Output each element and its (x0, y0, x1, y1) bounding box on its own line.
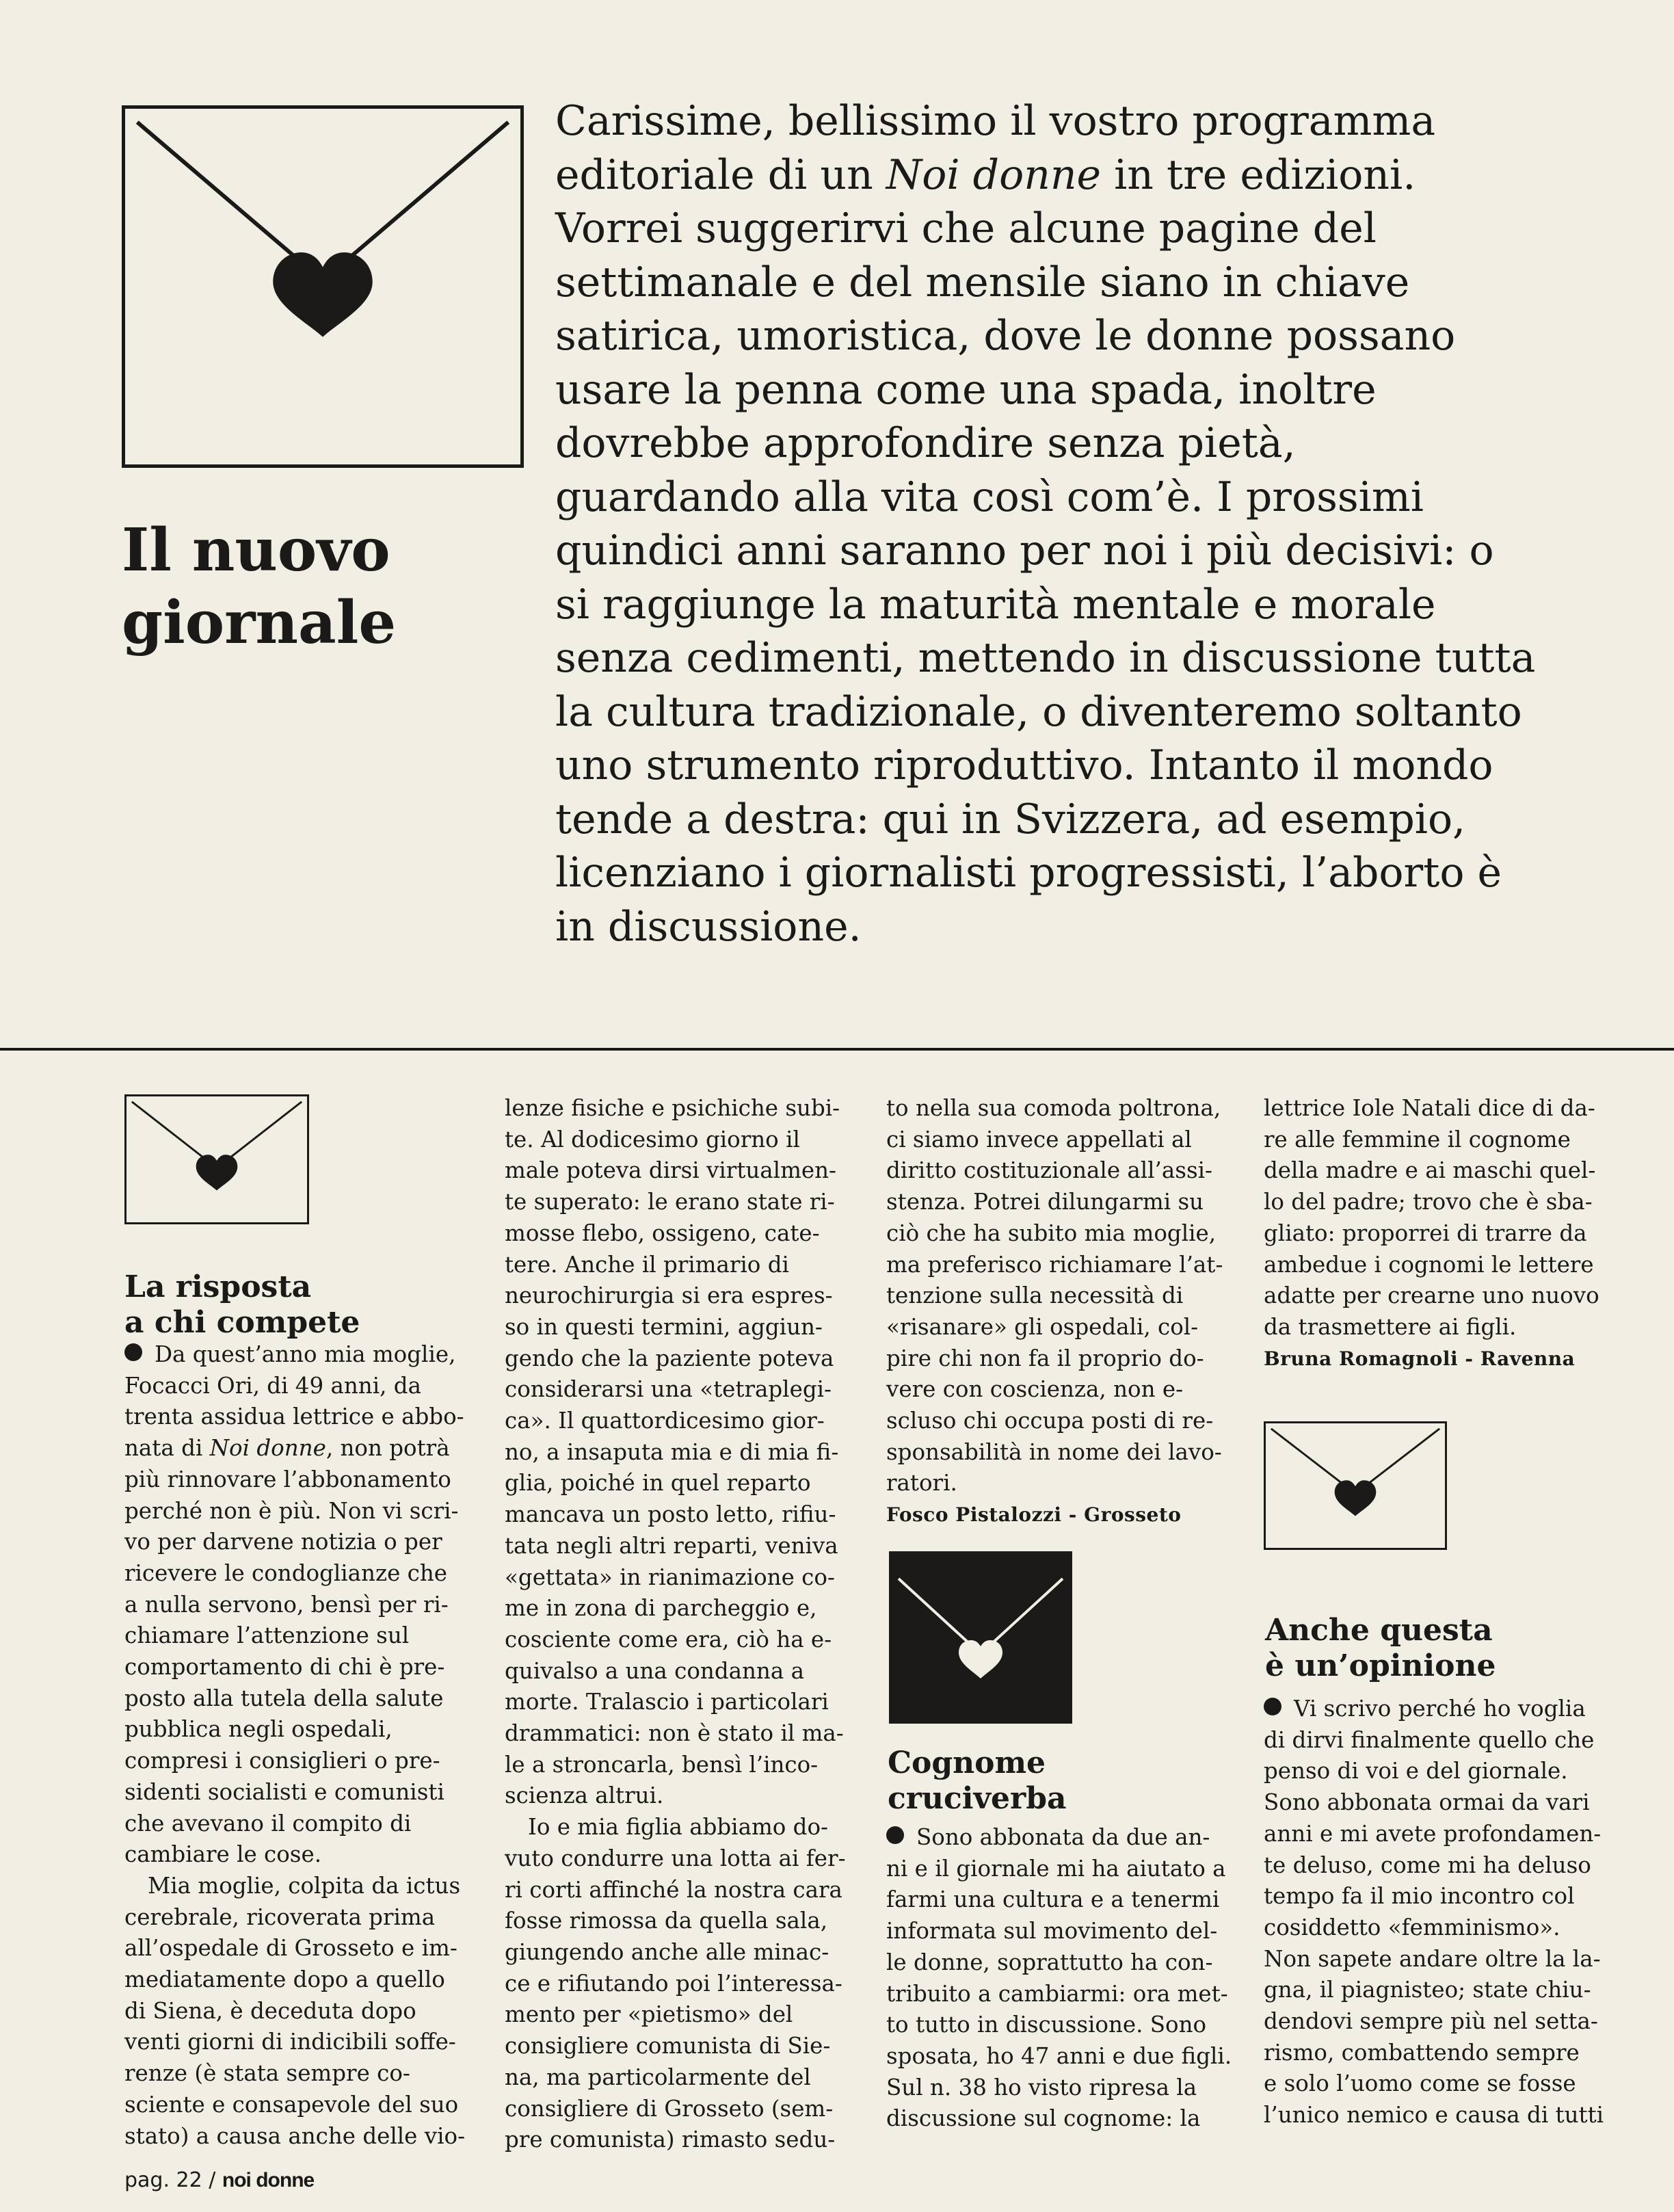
text-line: giungendo anche alle minac- (505, 1938, 829, 1965)
text-line: ci siamo invece appellati al (886, 1126, 1192, 1153)
text-line: licenziano i giornalisti progressisti, l’aborto è (555, 849, 1502, 897)
text-line: mento per «pietismo» del (505, 2001, 793, 2028)
lead-letter (555, 94, 1649, 953)
letter-title-line: cruciverba (888, 1781, 1067, 1816)
text-line: scienza altrui. (505, 1782, 664, 1809)
text-line: da trasmettere ai figli. (1264, 1313, 1517, 1340)
text-line: satirica, umoristica, dove le donne possano (555, 312, 1456, 360)
letter-body (505, 1093, 860, 2156)
text-line: perché non è più. Non vi scri- (124, 1497, 459, 1524)
text-line: rismo, combattendo sempre (1264, 2039, 1580, 2066)
text-line: Carissime, bellissimo il vostro programma (555, 97, 1436, 145)
text-line: pubblica negli ospedali, (124, 1716, 393, 1743)
text-line: glia, poiché in quel reparto (505, 1470, 811, 1497)
text-line: di dirvi finalmente quello che (1264, 1726, 1595, 1753)
text-line: tribuito a cambiarmi: ora met- (886, 1980, 1228, 2007)
text-line: adatte per crearne uno nuovo (1264, 1282, 1599, 1309)
text-line: cosciente come era, ciò ha e- (505, 1626, 832, 1653)
text-line: sidenti socialisti e comunisti (124, 1778, 444, 1805)
page-footer (124, 2168, 314, 2192)
text-line: editoriale di un Noi donne in tre edizioni. (555, 150, 1416, 199)
text-line: cerebrale, ricoverata prima (124, 1904, 436, 1930)
text-line: renze (è stata sempre co- (124, 2060, 410, 2087)
text-line: tende a destra: qui in Svizzera, ad esempio, (555, 795, 1466, 843)
text-line: usare la penna come una spada, inoltre (555, 365, 1377, 414)
text-line: consigliere di Grosseto (sem- (505, 2095, 834, 2122)
letter-body-column (505, 1093, 860, 2156)
text-line: tenzione sulla necessità di (886, 1282, 1184, 1309)
text-line: te superato: le erano state ri- (505, 1189, 835, 1215)
text-line: settimanale e del mensile siano in chiave (555, 258, 1410, 306)
text-line: Mia moglie, colpita da ictus (148, 1872, 461, 1899)
text-line: stenza. Potrei dilungarmi su (886, 1189, 1204, 1215)
envelope-heart-icon (122, 105, 524, 468)
article-title-line: Il nuovo (122, 516, 390, 585)
text-line: te. Al dodicesimo giorno il (505, 1126, 800, 1153)
text-line: farmi una cultura e a tenermi (886, 1886, 1220, 1913)
text-line: quivalso a una condanna a (505, 1657, 804, 1684)
text-line: ratori. (886, 1470, 957, 1497)
magazine-brand: noi donne (222, 2169, 315, 2191)
text-line: guardando alla vita così com’è. I prossimi (555, 473, 1424, 521)
letter-signature: Fosco Pistalozzi - Grosseto (886, 1503, 1182, 1527)
text-line: ambedue i cognomi le lettere (1264, 1251, 1594, 1278)
text-line: anni e mi avete profondamen- (1264, 1820, 1602, 1847)
text-line: lo del padre; trovo che è sba- (1264, 1189, 1593, 1215)
text-line: lenze fisiche e psichiche subi- (505, 1095, 840, 1121)
envelope-heart-icon (889, 1551, 1072, 1724)
letter-body-column (886, 1093, 1242, 1531)
text-line: na, ma particolarmente del (505, 2064, 811, 2090)
letter-title (124, 1269, 360, 1341)
text-line: Vorrei suggerirvi che alcune pagine del (555, 205, 1377, 252)
text-line: vo per darvene notizia o per (124, 1529, 442, 1555)
text-line: tere. Anche il primario di (505, 1251, 789, 1278)
envelope-heart-icon (124, 1094, 309, 1224)
text-line: neurochirurgia si era espres- (505, 1282, 833, 1309)
text-line: tempo fa il mio incontro col (1264, 1883, 1575, 1910)
text-line: stato) a causa anche delle vio- (124, 2122, 466, 2149)
text-line: gna, il piagnisteo; state chiu- (1264, 1977, 1591, 2003)
text-line: nata di Noi donne, non potrà (124, 1435, 450, 1462)
letter-title (888, 1746, 1067, 1817)
text-line: ri corti affinché la nostra cara (505, 1876, 842, 1903)
letter-body (1264, 1694, 1619, 2131)
letter-body-column (886, 1822, 1242, 2135)
text-line: posto alla tutela della salute (124, 1685, 444, 1711)
text-line: chiamare l’attenzione sul (124, 1622, 410, 1649)
text-line: male poteva dirsi virtualmen- (505, 1157, 837, 1184)
text-line: Sono abbonata da due an- (886, 1822, 1242, 1854)
text-line: ni e il giornale mi ha aiutato a (886, 1855, 1226, 1882)
letter-body (886, 1822, 1242, 2135)
text-line: vere con coscienza, non e- (886, 1376, 1184, 1403)
envelope-heart-icon (1264, 1421, 1447, 1550)
text-line: to nella sua comoda poltrona, (886, 1095, 1221, 1121)
text-line: all’ospedale di Grosseto e im- (124, 1935, 457, 1962)
text-line: me in zona di parcheggio e, (505, 1595, 817, 1622)
text-line: Vi scrivo perché ho voglia (1264, 1694, 1619, 1725)
text-line: «risanare» gli ospedali, col- (886, 1313, 1199, 1340)
text-line: pire chi non fa il proprio do- (886, 1345, 1204, 1371)
text-line: ricevere le condoglianze che (124, 1559, 448, 1586)
text-line: cambiare le cose. (124, 1841, 322, 1868)
text-line: sposata, ho 47 anni e due figli. (886, 2042, 1232, 2069)
letter-body-column (1264, 1093, 1619, 1374)
text-line: morte. Tralascio i particolari (505, 1689, 829, 1715)
text-line: le donne, soprattutto ha con- (886, 1949, 1213, 1975)
text-line: che avevano il compito di (124, 1810, 412, 1836)
text-line: della madre e ai maschi quel- (1264, 1157, 1596, 1184)
text-line: Io e mia figlia abbiamo do- (528, 1814, 829, 1841)
text-line: no, a insaputa mia e di mia fi- (505, 1438, 839, 1465)
text-line: te deluso, come mi ha deluso (1264, 1852, 1591, 1878)
text-line: mosse flebo, ossigeno, cate- (505, 1220, 820, 1246)
text-line: venti giorni di indicibili soffe- (124, 2029, 456, 2055)
text-line: diritto costituzionale all’assi- (886, 1157, 1212, 1184)
article-title-line: giornale (122, 588, 397, 657)
letter-body (886, 1093, 1242, 1499)
text-line: «gettata» in rianimazione co- (505, 1564, 835, 1590)
text-line: di Siena, è deceduta dopo (124, 1997, 416, 2024)
text-line: ca». Il quattordicesimo gior- (505, 1408, 825, 1434)
text-line: discussione sul cognome: la (886, 2105, 1201, 2132)
letter-body (1264, 1093, 1619, 1343)
text-line: tata negli altri reparti, veniva (505, 1532, 838, 1559)
text-line: considerarsi una «tetraplegi- (505, 1376, 832, 1403)
text-line: Sono abbonata ormai da vari (1264, 1789, 1590, 1816)
text-line: più rinnovare l’abbonamento (124, 1466, 451, 1492)
text-line: drammatici: non è stato il ma- (505, 1720, 844, 1747)
text-line: vuto condurre una lotta ai fer- (505, 1845, 846, 1871)
text-line: ciò che ha subito mia moglie, (886, 1220, 1217, 1246)
text-line: comportamento di chi è pre- (124, 1654, 445, 1681)
text-line: Focacci Ori, di 49 anni, da (124, 1372, 421, 1399)
text-line: l’unico nemico e causa di tutti (1264, 2102, 1604, 2129)
page-number: pag. 22 / (124, 2168, 216, 2192)
text-line: a nulla servono, bensì per ri- (124, 1591, 449, 1618)
text-line: fosse rimossa da quella sala, (505, 1908, 828, 1934)
letter-body-column (1264, 1694, 1619, 2131)
text-line: Sul n. 38 ho visto ripresa la (886, 2074, 1197, 2101)
text-line: dovrebbe approfondire senza pietà, (555, 419, 1296, 467)
letter-title-line: è un’opinione (1265, 1648, 1496, 1683)
text-line: e solo l’uomo come se fosse (1264, 2070, 1576, 2097)
text-line: quindici anni saranno per noi i più decisivi: o (555, 527, 1494, 575)
text-line: lettrice Iole Natali dice di da- (1264, 1095, 1595, 1121)
text-line: so in questi termini, aggiun- (505, 1313, 823, 1340)
text-line: la cultura tradizionale, o diventeremo soltanto (555, 687, 1522, 736)
text-line: to tutto in discussione. Sono (886, 2012, 1207, 2038)
letter-signature: Bruna Romagnoli - Ravenna (1264, 1347, 1576, 1370)
section-divider (0, 1048, 1674, 1051)
letter-title-line: Anche questa (1265, 1613, 1493, 1648)
text-line: gendo che la paziente poteva (505, 1345, 834, 1371)
text-line: compresi i consiglieri o pre- (124, 1748, 440, 1774)
text-line: uno strumento riproduttivo. Intanto il mondo (555, 741, 1493, 789)
letter-title (1265, 1613, 1496, 1684)
letter-body-column (124, 1339, 480, 2152)
text-line: senza cedimenti, mettendo in discussione tutta (555, 634, 1536, 682)
bullet-dot-icon (1264, 1698, 1281, 1715)
text-line: ce e rifiutando poi l’interessa- (505, 1970, 842, 1997)
text-line: penso di voi e del giornale. (1264, 1758, 1568, 1785)
article-title (122, 514, 532, 659)
letter-title-line: La risposta (124, 1269, 312, 1304)
text-line: consigliere comunista di Sie- (505, 2033, 831, 2059)
text-line: scluso chi occupa posti di re- (886, 1408, 1214, 1434)
text-line: in discussione. (555, 902, 862, 951)
text-line: dendovi sempre più nel setta- (1264, 2008, 1598, 2035)
text-line: le a stroncarla, bensì l’inco- (505, 1751, 819, 1778)
text-line: mediatamente dopo a quello (124, 1966, 445, 1993)
text-line: Da quest’anno mia moglie, (124, 1339, 480, 1371)
text-line: ma preferisco richiamare l’at- (886, 1251, 1223, 1278)
text-line: gliato: proporrei di trarre da (1264, 1220, 1587, 1246)
bullet-dot-icon (124, 1343, 142, 1361)
bullet-dot-icon (886, 1826, 904, 1844)
letter-title-line: Cognome (888, 1746, 1046, 1780)
text-line: sponsabilità in nome dei lavo- (886, 1438, 1222, 1465)
text-line: pre comunista) rimasto sedu- (505, 2127, 836, 2153)
letter-title-line: a chi compete (124, 1305, 360, 1340)
text-line: sciente e consapevole del suo (124, 2091, 459, 2118)
text-line: trenta assidua lettrice e abbo- (124, 1404, 464, 1430)
text-line: re alle femmine il cognome (1264, 1126, 1571, 1153)
text-line: informata sul movimento del- (886, 1918, 1218, 1945)
text-line: mancava un posto letto, rifiu- (505, 1501, 836, 1528)
text-line: si raggiunge la maturità mentale e morale (555, 580, 1436, 629)
text-line: cosiddetto «femminismo». (1264, 1914, 1560, 1940)
text-line: Non sapete andare oltre la la- (1264, 1945, 1601, 1972)
letter-body (124, 1339, 480, 2152)
